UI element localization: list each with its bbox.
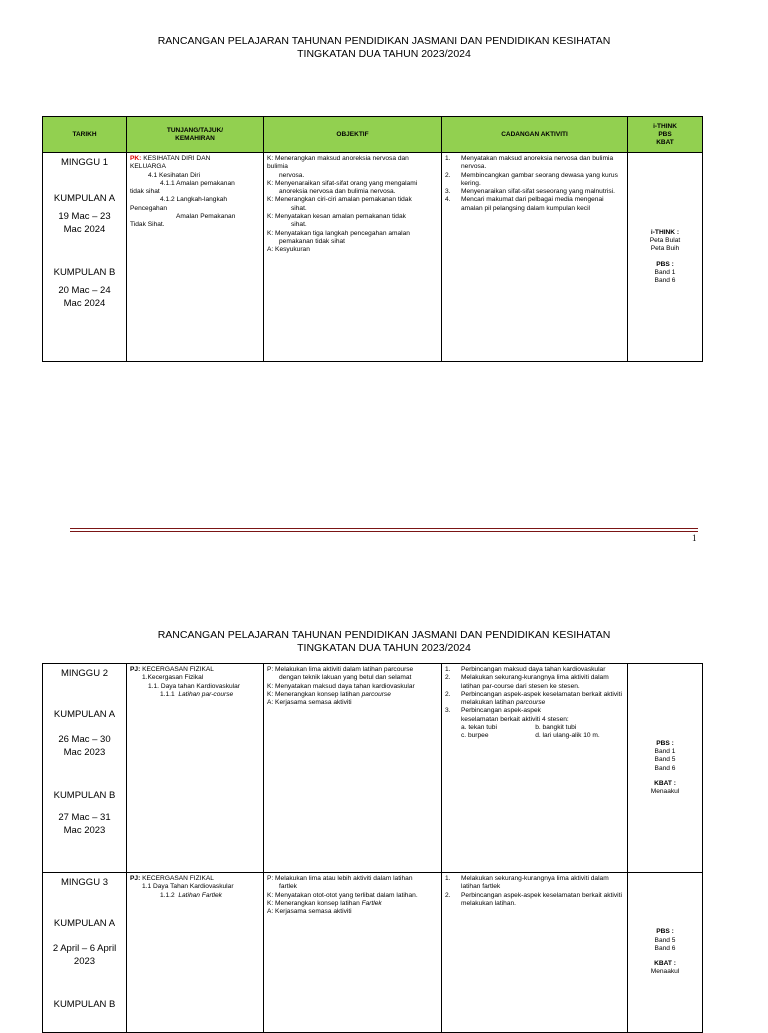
item-text: Menyatakan maksud anoreksia nervosa dan bulimia nervosa.: [461, 155, 614, 171]
header-ithink: i-THINK: [653, 122, 677, 130]
item-number: 2.: [445, 891, 451, 899]
date-a-line1: 19 Mac – 23: [58, 211, 111, 222]
objektif-line4: K: Menerangkan konsep latihan: [267, 899, 362, 907]
tunjang-line6: 4.1.2 Langkah-langkah: [160, 196, 228, 204]
item-text: Perbincangan aspek-aspek keselamatan berkait aktiviti melakukan latihan.: [461, 891, 622, 907]
date-a-line1: 26 Mac – 30: [58, 734, 111, 745]
objektif-cell: [264, 873, 442, 1033]
table-row-minggu-2: [43, 664, 703, 873]
item-text: Membincangkan gambar seorang dewasa yang kurus kering.: [461, 171, 618, 187]
list-item: [445, 707, 624, 740]
tunjang-line4: 4.1.1 Amalan pemakanan: [160, 179, 235, 187]
objektif-line7: sihat.: [291, 204, 307, 212]
tunjang-line1: KECERGASAN FIZIKAL: [140, 875, 214, 882]
aktiviti-cell: [442, 873, 628, 1033]
pbs-item-3: Band 6: [654, 764, 676, 772]
tunjang-line7: Pencegahan: [130, 204, 168, 212]
objektif-cell: [264, 153, 442, 362]
kbat-label: KBAT :: [654, 779, 676, 787]
header-tunjang-line1: TUNJANG/TAJUK/: [166, 126, 224, 134]
date-cell: [43, 873, 127, 1033]
tunjang-line9: Tidak Sihat.: [130, 221, 165, 229]
station-a: a. tekan tubi: [461, 724, 497, 732]
minggu-label: MINGGU 3: [61, 877, 108, 888]
tunjang-line4-text: Latihan par-course: [178, 690, 234, 698]
pbs-item-1: Band 1: [654, 747, 676, 755]
side-cell: [628, 873, 703, 1033]
item-number: 4.: [445, 196, 451, 204]
objektif-line2: fartlek: [279, 883, 297, 891]
header-side: [628, 117, 703, 153]
minggu-label: MINGGU 1: [61, 157, 108, 168]
table-row-minggu-1: [43, 153, 703, 362]
date-b-line2: Mac 2024: [63, 298, 106, 309]
kumpulan-a-label: KUMPULAN A: [53, 918, 116, 929]
station-c: c. burpee: [461, 732, 489, 740]
objektif-line3: K: Menyatakan otot-otot yang terlibat dalam latihan.: [267, 891, 418, 899]
kumpulan-b-label: KUMPULAN B: [53, 790, 116, 801]
aktiviti-cell: [442, 153, 628, 362]
title-line-1: RANCANGAN PELAJARAN TAHUNAN PENDIDIKAN JASMANI DAN PENDIDIKAN KESIHATAN: [157, 629, 611, 641]
date-a-line2: Mac 2024: [63, 224, 106, 235]
kbat-item-1: Menaakul: [650, 788, 680, 796]
tunjang-line3: 4.1 Kesihatan Diri: [148, 171, 201, 179]
item-text: Perbincangan aspek-aspek keselamatan berkait aktiviti melakukan latihan: [461, 690, 622, 707]
kbat-item-1: Menaakul: [650, 968, 680, 976]
header-kbat: KBAT: [656, 138, 674, 146]
objektif-line1: P: Melakukan lima atau lebih aktiviti dalam latihan: [267, 875, 413, 882]
item-number: 3.: [445, 188, 451, 196]
table-header-row: [43, 117, 703, 153]
minggu-label: MINGGU 2: [61, 668, 108, 679]
item-number: 1.: [445, 666, 451, 673]
objektif-line4: K: Menyenaraikan sifat-sifat orang yang mengalami: [267, 179, 418, 187]
page-number: 1: [692, 533, 697, 543]
tunjang-line2: KELUARGA: [130, 163, 166, 171]
header-pbs: PBS: [658, 130, 672, 138]
pj-prefix: PJ:: [130, 666, 141, 673]
item-text: Perbincangan aspek-aspek: [461, 707, 541, 715]
objektif-line5: A: Kerjasama semasa aktiviti: [267, 908, 352, 916]
tunjang-cell: [127, 873, 264, 1033]
header-tarikh: TARIKH: [43, 117, 127, 153]
kumpulan-b-label: KUMPULAN B: [53, 999, 116, 1010]
page-2-title: [0, 629, 768, 655]
side-cell: [628, 664, 703, 873]
tunjang-line3-text: Latihan Fartlek: [178, 891, 222, 899]
date-a-line2: Mac 2023: [63, 747, 106, 758]
tunjang-line1: KESIHATAN DIRI DAN: [141, 155, 211, 162]
kbat-label: KBAT :: [654, 960, 676, 968]
pbs-item-2: Band 6: [654, 277, 676, 285]
kumpulan-a-label: KUMPULAN A: [53, 193, 116, 204]
aktiviti-cell: [442, 664, 628, 873]
pbs-label: PBS :: [656, 739, 674, 747]
pk-prefix: PK:: [130, 155, 142, 162]
item-number: 2.: [445, 674, 451, 682]
aktiviti-list: [445, 875, 624, 908]
page-1-title: [0, 35, 768, 61]
objektif-line5: anoreksia nervosa dan bulimia nervosa.: [279, 188, 396, 196]
pbs-label: PBS :: [656, 260, 674, 268]
kumpulan-b-label: KUMPULAN B: [53, 267, 116, 278]
plan-table-page-1: [42, 116, 703, 362]
header-cadangan: CADANGAN AKTIVITI: [442, 117, 628, 153]
objektif-cell: [264, 664, 442, 873]
list-item: [445, 666, 624, 674]
list-item: [445, 196, 624, 213]
item-number: 1.: [445, 155, 451, 162]
objektif-line4-italic: parcourse: [361, 690, 391, 698]
tunjang-cell: [127, 664, 264, 873]
kumpulan-a-label: KUMPULAN A: [53, 709, 116, 720]
tunjang-line2: 1.Kecergasan Fizikal: [142, 674, 204, 682]
item-number: 2.: [445, 171, 451, 179]
aktiviti-list: [445, 666, 624, 741]
ithink-item-1: Peta Bulat: [649, 236, 681, 244]
objektif-line3: nervosa.: [279, 171, 305, 179]
title-line-2: TINGKATAN DUA TAHUN 2023/2024: [297, 642, 471, 654]
date-cell: [43, 664, 127, 873]
item-text-italic: parcourse: [515, 699, 546, 707]
objektif-line2: bulimia: [267, 163, 288, 171]
objektif-line5: A: Kerjasama semasa aktiviti: [267, 699, 352, 707]
date-a-line2: 2023: [73, 956, 96, 967]
table-row-minggu-3: [43, 873, 703, 1033]
header-tunjang-line2: KEMAHIRAN: [175, 134, 215, 142]
ithink-label: i-THINK :: [650, 228, 680, 236]
pbs-item-1: Band 5: [654, 936, 676, 944]
item-text: Melakukan sekurang-kurangnya lima aktiviti dalam latihan fartlek: [461, 875, 609, 891]
date-b-line1: 20 Mac – 24: [58, 285, 111, 296]
date-cell: [43, 153, 127, 362]
objektif-line1: K: Menerangkan maksud anoreksia nervosa dan: [267, 155, 409, 162]
item-text: Melakukan sekurang-kurangnya lima aktiviti dalam latihan par-course dari stesen ke stesen.: [461, 674, 609, 690]
item-text: Perbincangan maksud daya tahan kardiovaskular: [461, 666, 606, 673]
plan-table-page-2: [42, 663, 703, 1033]
date-b-line2: Mac 2023: [63, 825, 106, 836]
tunjang-cell: [127, 153, 264, 362]
aktiviti-list: [445, 155, 624, 213]
pbs-item-2: Band 6: [654, 944, 676, 952]
tunjang-line2: 1.1 Daya Tahan Kardiovaskular: [142, 883, 234, 891]
title-line-2: TINGKATAN DUA TAHUN 2023/2024: [297, 48, 471, 60]
item-text: Menyenaraikan sifat-sifat seseorang yang malnutrisi.: [461, 188, 615, 196]
list-item: [445, 674, 624, 691]
tunjang-line5: tidak sihat: [130, 188, 160, 196]
item-text-line2: keselamatan berkait aktiviti 4 stesen:: [461, 715, 569, 723]
objektif-line10: K: Menyatakan tiga langkah pencegahan amalan: [267, 229, 410, 237]
pbs-item-2: Band 5: [654, 756, 676, 764]
title-line-1: RANCANGAN PELAJARAN TAHUNAN PENDIDIKAN JASMANI DAN PENDIDIKAN KESIHATAN: [157, 35, 611, 47]
item-text: Mencari makumat dari pelbagai media mengenai amalan pil pelangsing dalam kumpulan kecil: [461, 196, 604, 212]
list-item: [445, 875, 624, 892]
station-grid: [461, 724, 624, 741]
tunjang-line3: 1.1. Daya tahan Kardiovaskular: [148, 682, 241, 690]
objektif-line3: K: Menyatakan maksud daya tahan kardiovaskular: [267, 682, 415, 690]
item-number: 1.: [445, 875, 451, 882]
objektif-line4-italic: Fartlek: [361, 899, 382, 907]
station-b: b. bangkit tubi: [535, 724, 577, 732]
objektif-line8: K: Menyatakan kesan amalan pemakanan tidak: [267, 213, 406, 221]
pbs-item-1: Band 1: [654, 268, 676, 276]
pbs-label: PBS :: [656, 928, 674, 936]
item-number: 2.: [445, 690, 451, 698]
item-number: 3.: [445, 707, 451, 715]
tunjang-line3-number: 1.1.2: [160, 891, 175, 899]
objektif-line6: K: Menerangkan ciri-ciri amalan pemakanan tidak: [267, 196, 412, 204]
pj-prefix: PJ:: [130, 875, 141, 882]
objektif-line2: dengan teknik lakuan yang betul dan selamat: [279, 674, 412, 682]
list-item: [445, 155, 624, 172]
ithink-item-2: Peta Buih: [650, 245, 680, 253]
objektif-line1: P: Melakukan lima aktiviti dalam latihan parcourse: [267, 666, 414, 673]
objektif-line12: A: Kesyukuran: [267, 246, 310, 254]
tunjang-line8: Amalan Pemakanan: [176, 213, 236, 221]
date-a-line1: 2 April – 6 April: [52, 943, 117, 954]
footer-rule-bottom: [70, 531, 698, 532]
objektif-line9: sihat.: [291, 221, 307, 229]
list-item: [445, 188, 624, 196]
list-item: [445, 691, 624, 708]
tunjang-line1: KECERGASAN FIZIKAL: [140, 666, 214, 673]
objektif-line4: K: Menerangkan konsep latihan: [267, 690, 362, 698]
header-objektif: OBJEKTIF: [264, 117, 442, 153]
objektif-line11: pemakanan tidak sihat: [279, 237, 345, 245]
footer-rule-top: [70, 528, 698, 529]
list-item: [445, 172, 624, 189]
header-tunjang: [127, 117, 264, 153]
side-cell: [628, 153, 703, 362]
station-d: d. lari ulang-alik 10 m.: [535, 732, 600, 740]
date-b-line1: 27 Mac – 31: [58, 812, 111, 823]
tunjang-line4-number: 1.1.1: [160, 690, 175, 698]
list-item: [445, 892, 624, 909]
